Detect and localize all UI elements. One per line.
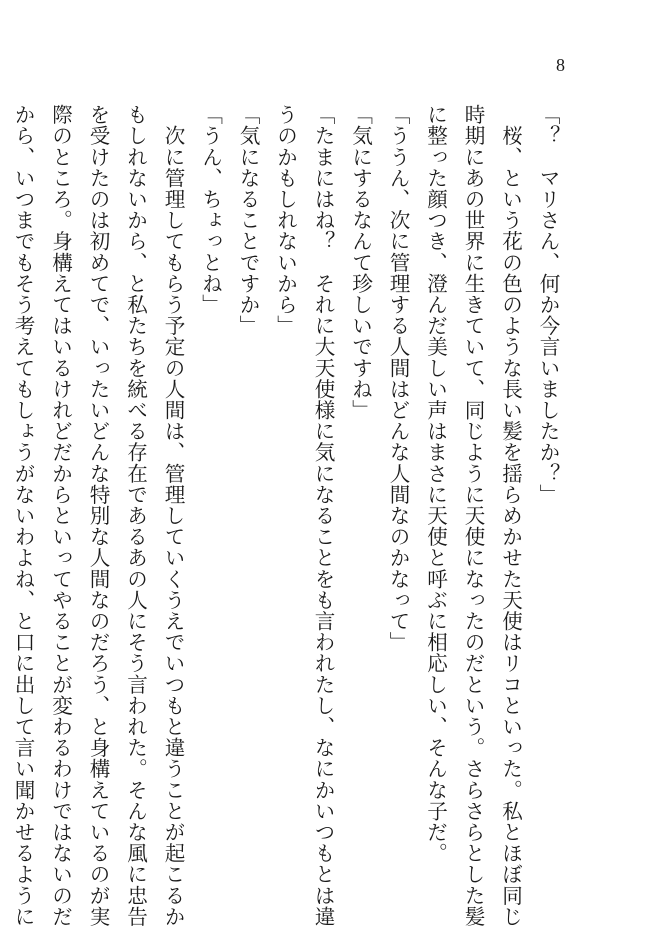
text-line: から、いつまでもそう考えてもしょうがないわよね、と口に出して言い聞かせるように bbox=[11, 104, 35, 927]
text-line: 「うん、ちょっとね」 bbox=[198, 104, 223, 315]
text-line: 桜、という花の色のような長い髪を揺らめかせた天使はリコといった。私とほぼ同じ bbox=[498, 104, 523, 927]
text-lines bbox=[11, 104, 566, 927]
text-line: に整った顔つき、澄んだ美しい声はまさに天使と呼ぶに相応しい、そんな子だ。 bbox=[423, 104, 448, 864]
text-line: 次に管理してもらう予定の人間は、管理していくうえでいつもと違うことが起こるか bbox=[161, 104, 185, 927]
text-line: を受けたのは初めてで、いったいどんな特別な人間なのだろう、と身構えているのが実 bbox=[86, 104, 110, 927]
text-line: 時期にあの世界に生きていて、同じように天使になったのだという。さらさらとした髪 bbox=[461, 104, 485, 927]
page-number: 8 bbox=[556, 55, 565, 75]
text-line: 「ううん、次に管理する人間はどんな人間なのかなって」 bbox=[386, 104, 410, 653]
vertical-text-block bbox=[11, 104, 566, 927]
text-line: 「気になることですか」 bbox=[236, 104, 260, 337]
text-line: 「たまにはね？ それに大天使様に気になることをも言われたし、なにかいつもとは違 bbox=[311, 104, 335, 927]
text-line: 「気にするなんて珍しいですね」 bbox=[348, 104, 373, 421]
text-line: うのかもしれないから」 bbox=[273, 104, 298, 337]
text-line: もしれないから、と私たちを統べる存在であるあの人にそう言われた。そんな風に忠告 bbox=[123, 104, 148, 927]
text-line: 「？ マリさん、何か今言いましたか？」 bbox=[536, 104, 560, 505]
text-line: 際のところ。身構えてはいるけれどだからといってやることが変わるわけではないのだ bbox=[48, 104, 73, 927]
